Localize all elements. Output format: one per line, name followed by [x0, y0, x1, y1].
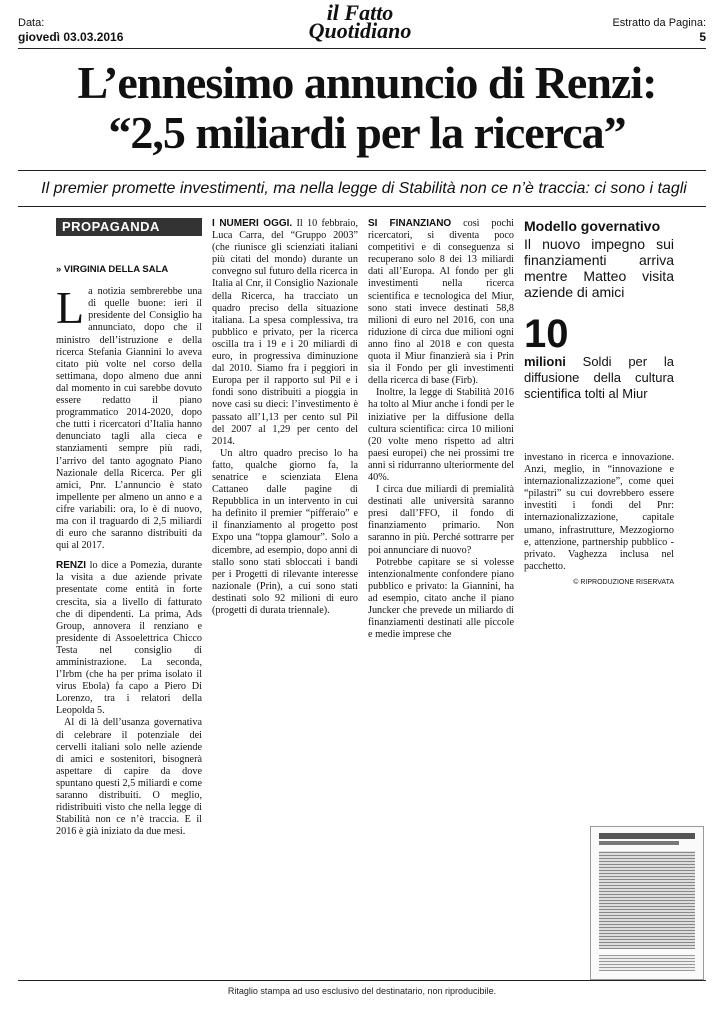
page-thumbnail: [590, 826, 704, 980]
page-block: [612, 16, 706, 44]
sidebar-title: Modello governativo: [524, 218, 661, 234]
sidebar-text: Il nuovo impegno sui finanziamenti arriva mentre Matteo visita aziende di amici: [524, 236, 674, 300]
paragraph: Un altro quadro preciso lo ha fatto, qualche giorno fa, la senatrice e scienziata Elena Cattaneo dalle pagine di Repubblica in un intervento in cui ha definito il premier “pifferaio” e il finanziamento al progetto post Expo una “toppa glamour”. Solo a dicembre, ad esempio, dopo anni di stallo sono stati sbloccati i bandi per i Progetti di rilevante interesse nazionale (Prin), a cui sono stati destinati solo 92 milioni di euro (progetti di durata triennale).: [212, 447, 358, 616]
sidebar-box: [524, 218, 674, 402]
section-kicker: PROPAGANDA: [56, 218, 202, 236]
logo-line1: il Fatto: [326, 0, 394, 25]
footer-note: Ritaglio stampa ad uso esclusivo del destinatario, non riproducibile.: [227, 986, 497, 996]
headline-line2: “2,5 miliardi per la ricerca”: [108, 107, 626, 158]
big-number: 10: [524, 312, 569, 356]
page-number: 5: [699, 30, 706, 44]
date-label: Data:: [18, 17, 45, 29]
logo-line2: Quotidiano: [308, 18, 412, 43]
paragraph-lead: RENZI: [56, 560, 86, 572]
headline-rule: [18, 170, 706, 171]
article-column-3: [368, 218, 514, 641]
article-column-1: [56, 218, 202, 838]
header-rule: [18, 48, 706, 49]
copyright-note: © RIPRODUZIONE RISERVATA: [573, 578, 674, 586]
paragraph: La notizia sembrerebbe una di quelle buone: ieri il presidente del Consiglio ha annunciato, dopo che il ministro dell’istruzione e della ricerca Stefania Giannini lo aveva citato più volte nel corso della settimana, dopo almeno due anni dal momento in cui sarebbe dovuto essere redatto il piano programmatico 2014-2020, dopo che tutti i ricercatori d’Italia hanno denunciato tagli alla cieca e stanziamenti sempre più radi, l’arrivo del tanto agognato Piano Nazionale della Ricerca. Per gli amici, Pnr. L’annuncio è stato impellente per almeno un anno e a cifre variabili: ora, lo è di nuovo, ma con il traguardo di 2,5 miliardi di euro che saranno distribuiti da qui al 2017.: [56, 282, 202, 552]
footer-rule: [18, 980, 706, 981]
extract-label: Estratto da Pagina:: [612, 17, 706, 29]
paragraph: Inoltre, la legge di Stabilità 2016 ha tolto al Miur anche i fondi per le iniziative per la diffusione della cultura scientifica: circa 10 milioni (20 volte meno rispetto ad altri paesi europei) che nei prossimi tre anni si ridurranno ulteriormente del 40%.: [368, 387, 514, 483]
paragraph: Potrebbe capitare se si volesse intenzionalmente confondere piano pubblico e privato: la Giannini, ha ad esempio, citato anche il piano Juncker che prevede un miliardo di finanziamenti destinati alle piccole e medie imprese che: [368, 556, 514, 641]
subhead-rule: [18, 206, 706, 207]
byline: » VIRGINIA DELLA SALA: [56, 264, 169, 276]
drop-cap: L: [56, 282, 85, 334]
headline-line1: L’ennesimo annuncio di Renzi:: [77, 57, 657, 108]
date-value: giovedì 03.03.2016: [18, 30, 124, 44]
paragraph: investano in ricerca e innovazione. Anzi, meglio, in “innovazione e internazionalizzazione”, come quei “pilastri” su cui dovrebbero essere investiti i fondi del Pnr: internazionalizzazione, capitale umano, infrastrutture, Mezzogiorno e, attenzione, partnership pubblico - privato. Vaghezza inclusa nel pacchetto.: [524, 452, 674, 572]
paragraph: I circa due miliardi di premialità destinati alle università saranno presi dall’FFO, il fondo di finanziamento primario. Non saranno in più. Perché sottrarre per poi annunciare di nuovo?: [368, 484, 514, 556]
paragraph: I NUMERI OGGI. Il 10 febbraio, Luca Carra, del “Gruppo 2003” (che riunisce gli scienziati italiani più citati del mondo) durante un convegno sul futuro della ricerca in Italia al Cnr, il Consiglio Nazionale della Ricerca, ha tracciato un quadro preciso della situazione italiana. La spesa complessiva, tra pubblico e privato, per la ricerca oscilla tra i 19 e i 20 miliardi di euro, in progressiva diminuzione dal 2010. Siamo fra i peggiori in Europa per il rapporto sul Pil e i fondi sono distribuiti a pioggia in nove casi su dieci: l’investimento è passato all’1,13 per cento sul Pil del 2007 al 1,29 per cento del 2014.: [212, 218, 358, 447]
newspaper-logo: [290, 0, 430, 43]
number-unit: milioni: [524, 354, 566, 369]
subheadline: Il premier promette investimenti, ma nella legge di Stabilità non ce n’è traccia: ci sono i tagli: [41, 180, 687, 197]
article-column-2: [212, 218, 358, 617]
paragraph: SI FINANZIANO così pochi ricercatori, si diventa poco competitivi e di conseguenza si recuperano solo 8 dei 13 miliardi dati all’Europa. Al fondo per gli investimenti nella ricerca scientifica e tecnologica del Miur, sono stati invece destinati 58,8 milioni di euro nel 2016, con una riduzione di circa due milioni ogni anno fino al 2018 e con questa quota il Miur finanzierà sia i Prin sia il Fondo per gli investimenti della ricerca di base (Firb).: [368, 218, 515, 387]
date-block: [18, 16, 123, 44]
number-caption: milioni Soldi per la diffusione della cultura scientifica tolti al Miur: [524, 354, 674, 401]
paragraph: Al di là dell’usanza governativa di celebrare il potenziale dei cervelli italiani solo nelle aziende di amici e sostenitori, bisognerà aspettare di capire da dove spuntano questi 2,5 miliardi e come saranno distribuiti. O meglio, ridistribuiti visto che nella legge di Stabilità non ce n’è traccia. E il 2016 è già iniziato da due mesi.: [56, 717, 202, 838]
paragraph: RENZI lo dice a Pomezia, durante la visita a due aziende private presentate come entità in forte crescita, sia a livello di fatturato che di dipendenti. La prima, Ads Group, annovera il renziano e presidente di Assoelettrica Chicco Testa nel consiglio di amministrazione. La seconda, l’Irbm (che ha per prima isolato il virus Ebola) fa capo a Piero Di Lorenzo, tra i relatori della Leopolda 5.: [56, 560, 202, 717]
article-column-4: [524, 218, 674, 589]
paragraph-lead: SI FINANZIANO: [368, 218, 452, 229]
paragraph-lead: I NUMERI OGGI.: [212, 218, 293, 229]
headline: [22, 58, 712, 158]
